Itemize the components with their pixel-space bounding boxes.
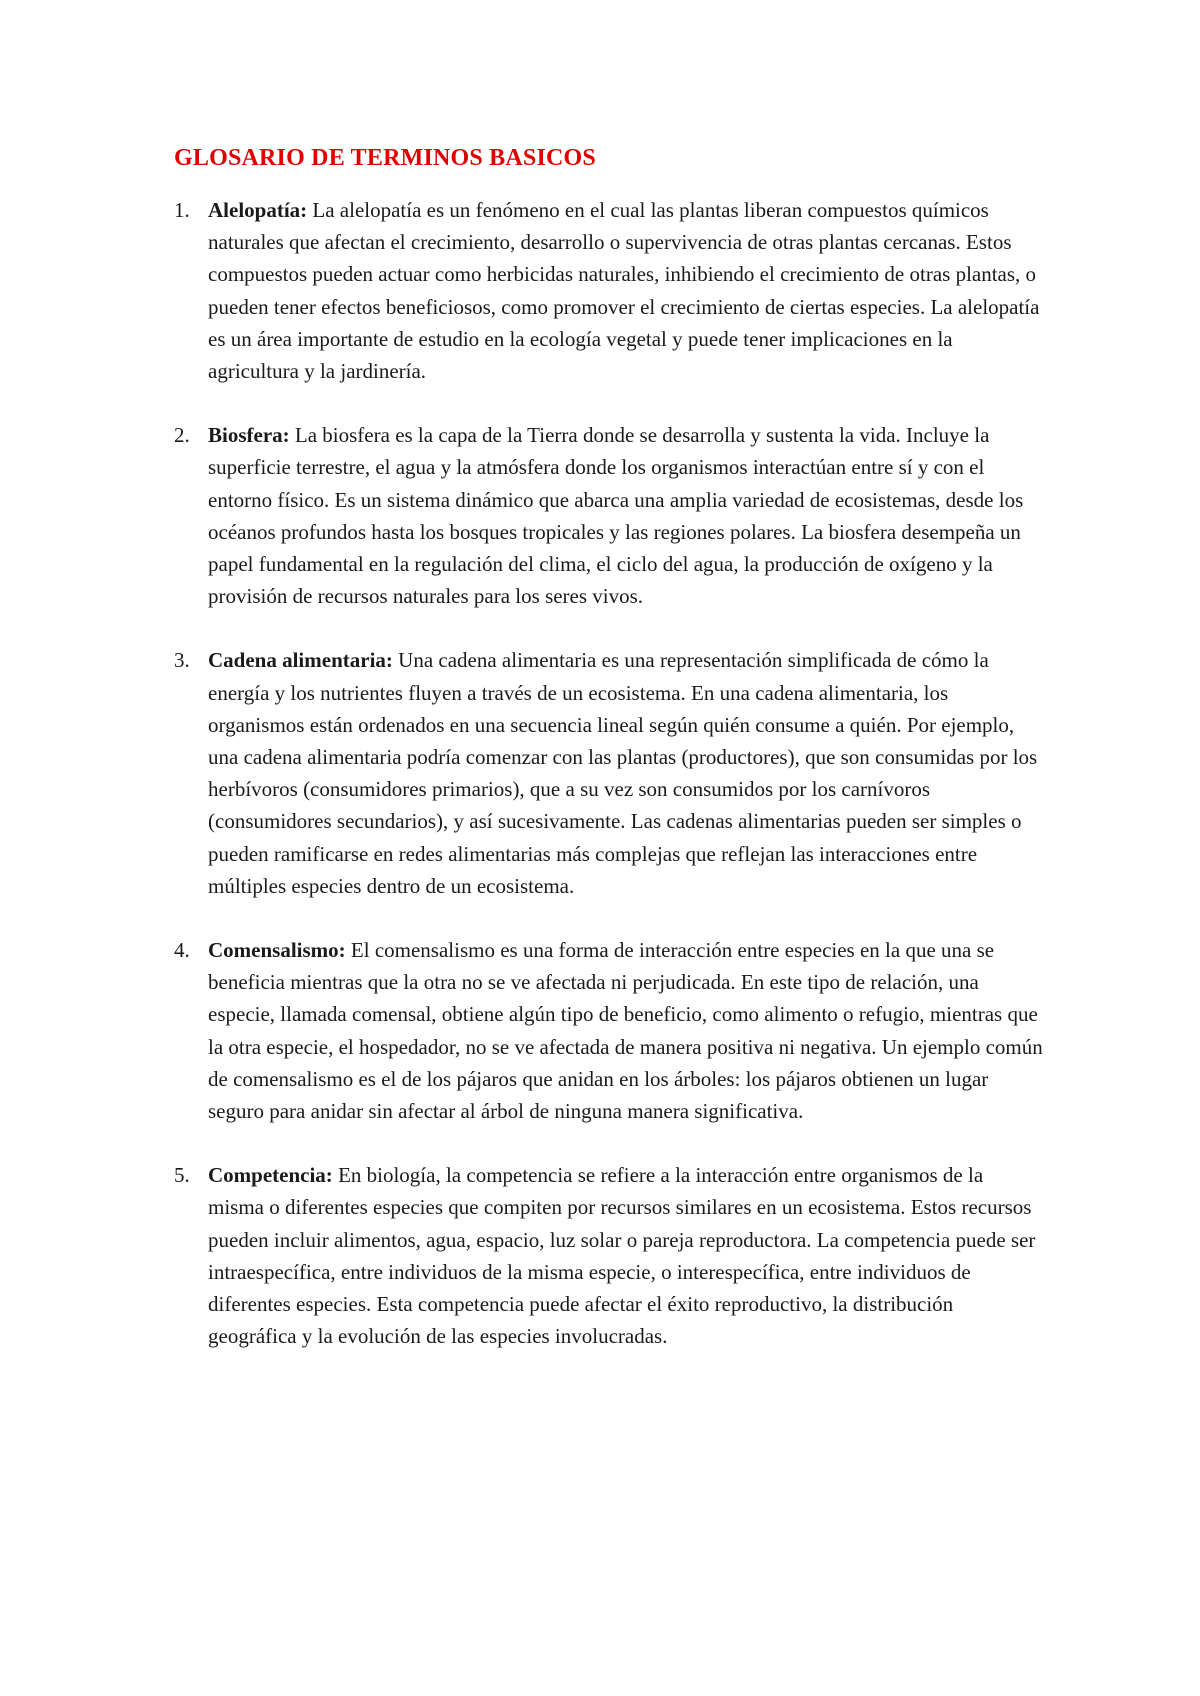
glossary-entry-biosfera [174,419,1044,612]
glossary-list [174,194,1044,1353]
entry-number: 2. [174,423,190,448]
entry-term: Competencia: [208,1163,333,1188]
entry-term: Comensalismo: [208,938,346,963]
entry-term: Biosfera: [208,423,290,448]
entry-number: 4. [174,938,190,963]
glossary-entry-comensalismo [174,934,1044,1127]
entry-definition: Una cadena alimentaria es una representación simplificada de cómo la energía y los nutrientes fluyen a través de un ecosistema. En una cadena alimentaria, los organismos están ordenados en una secuencia lineal según quién consume a quién. Por ejemplo, una cadena alimentaria podría comenzar con las plantas (productores), que son consumidas por los herbívoros (consumidores primarios), que a su vez son consumidos por los carnívoros (consumidores secundarios), y así sucesivamente. Las cadenas alimentarias pueden ser simples o pueden ramificarse en redes alimentarias más complejas que reflejan las interacciones entre múltiples especies dentro de un ecosistema. [208,648,1038,898]
entry-definition: La biosfera es la capa de la Tierra donde se desarrolla y sustenta la vida. Incluye la superficie terrestre, el agua y la atmósfera donde los organismos interactúan entre sí y con el entorno físico. Es un sistema dinámico que abarca una amplia variedad de ecosistemas, desde los océanos profundos hasta los bosques tropicales y las regiones polares. La biosfera desempeña un papel fundamental en la regulación del clima, el ciclo del agua, la producción de oxígeno y la provisión de recursos naturales para los seres vivos. [208,423,1024,609]
page-title: GLOSARIO DE TERMINOS BASICOS [174,145,596,171]
glossary-entry-alelopatia [174,194,1044,387]
document-body [174,142,1044,1385]
glossary-entry-cadena-alimentaria [174,644,1044,902]
entry-term: Alelopatía: [208,198,308,222]
entry-number: 3. [174,648,190,673]
entry-definition: La alelopatía es un fenómeno en el cual las plantas liberan compuestos químicos naturales que afectan el crecimiento, desarrollo o supervivencia de otras plantas cercanas. Estos compuestos pueden actuar como herbicidas naturales, inhibiendo el crecimiento de otras plantas, o pueden tener efectos beneficiosos, como promover el crecimiento de ciertas especies. La alelopatía es un área importante de estudio en la ecología vegetal y puede tener implicaciones en la agricultura y la jardinería. [208,198,1040,384]
entry-definition: El comensalismo es una forma de interacción entre especies en la que una se beneficia mientras que la otra no se ve afectada ni perjudicada. En este tipo de relación, una especie, llamada comensal, obtiene algún tipo de beneficio, como alimento o refugio, mientras que la otra especie, el hospedador, no se ve afectada de manera positiva ni negativa. Un ejemplo común de comensalismo es el de los pájaros que anidan en los árboles: los pájaros obtienen un lugar seguro para anidar sin afectar al árbol de ninguna manera significativa. [208,938,1043,1124]
entry-number: 5. [174,1163,190,1188]
entry-number: 1. [174,198,190,222]
glossary-entry-competencia [174,1159,1044,1352]
entry-definition: En biología, la competencia se refiere a la interacción entre organismos de la misma o diferentes especies que compiten por recursos similares en un ecosistema. Estos recursos pueden incluir alimentos, agua, espacio, luz solar o pareja reproductora. La competencia puede ser intraespecífica, entre individuos de la misma especie, o interespecífica, entre individuos de diferentes especies. Esta competencia puede afectar el éxito reproductivo, la distribución geográfica y la evolución de las especies involucradas. [208,1163,1036,1349]
entry-term: Cadena alimentaria: [208,648,393,673]
